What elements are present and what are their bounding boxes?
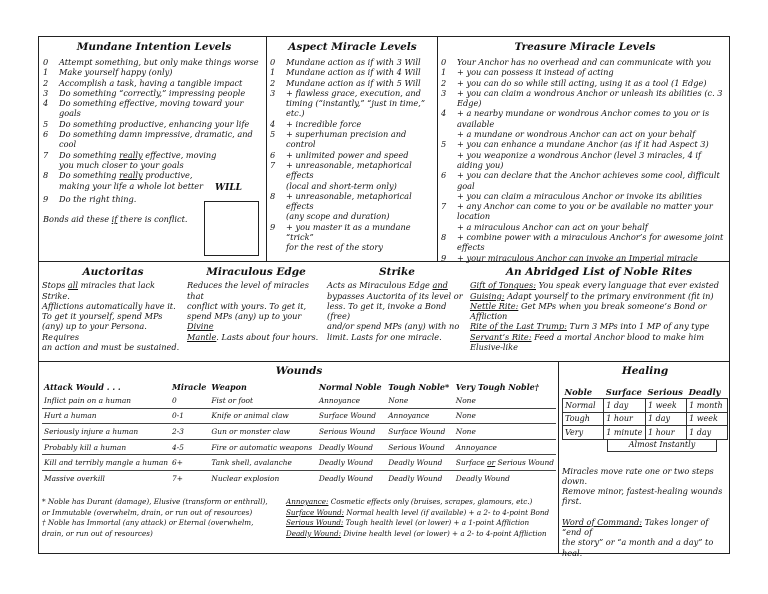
strike-line: less. To get it, invoke a Bond (free)	[327, 300, 447, 322]
level-text-continued: + a miraculous Anchor can act on your behalf	[457, 221, 648, 232]
rite-text: Get MPs when you break someone’s Bond or Affliction	[470, 300, 707, 322]
wounds-row	[42, 424, 556, 440]
healing-column-header: Serious	[647, 386, 683, 397]
rite-name: Gift of Tongues:	[470, 280, 536, 291]
level-number: 1	[270, 67, 276, 78]
noble-rites-panel	[470, 267, 728, 352]
healing-column-header: Surface	[605, 386, 642, 397]
level-row	[270, 222, 435, 243]
rite-name: Guising:	[470, 290, 505, 301]
wounds-column-header: Tough Noble*	[388, 381, 450, 392]
rite-item	[470, 321, 728, 331]
level-row-continued	[441, 222, 729, 232]
strike-title: Strike	[379, 266, 415, 278]
will-input-box[interactable]	[204, 201, 259, 256]
wounds-row	[42, 455, 556, 471]
level-row	[441, 170, 729, 191]
wound-definition-name: Surface Wound:	[286, 507, 345, 517]
level-text-continued: (any scope and duration)	[286, 211, 390, 222]
level-text: Do something productive, enhancing your life	[59, 118, 250, 129]
level-number: 4	[441, 108, 447, 119]
divider	[437, 37, 438, 261]
wounds-cell: Surface Wound	[386, 424, 454, 440]
level-row	[441, 201, 729, 222]
aspect-miracle-panel	[270, 41, 435, 259]
level-text: + any Anchor can come to you or be available no matter your location	[457, 201, 713, 222]
wounds-cell: Massive overkill	[44, 473, 105, 483]
level-number: 0	[441, 57, 447, 67]
level-number: 8	[43, 170, 49, 181]
level-text: Mundane action as if with 5 Will	[286, 77, 421, 88]
wounds-cell: 0	[170, 393, 209, 408]
divider	[39, 361, 729, 362]
level-row-continued	[441, 150, 729, 171]
level-row-continued	[270, 181, 435, 191]
level-text: Your Anchor has no overhead and can communicate with you	[457, 57, 712, 67]
rites-list	[470, 280, 728, 352]
edge-line: spend MPs (any) up to your Divine	[187, 311, 302, 332]
word-of-command-note-cont: the story” or “a month and a day” to heal.	[562, 537, 714, 558]
wounds-row	[42, 393, 556, 408]
level-text-continued: (local and short-term only)	[286, 180, 397, 191]
level-text: + unreasonable, metaphorical effects	[286, 190, 412, 212]
level-number: 5	[441, 139, 447, 150]
level-text: + unreasonable, metaphorical effects	[286, 159, 412, 181]
auctoritas-line: To get it yourself, spend MPs	[42, 311, 163, 322]
wounds-cell: 6+	[170, 455, 209, 471]
healing-note: Miracles move rate one or two steps down.	[562, 465, 714, 486]
level-row	[270, 119, 435, 129]
wounds-cell: Annoyance	[454, 439, 556, 455]
wounds-cell: Deadly Wound	[388, 473, 443, 483]
level-row	[441, 57, 729, 67]
level-row-continued	[270, 242, 435, 252]
healing-title: Healing	[621, 365, 669, 377]
rite-name: Rite of the Last Trump:	[470, 321, 567, 332]
level-number: 6	[43, 129, 49, 140]
level-text: + incredible force	[286, 118, 362, 129]
footnote-line: or Immutable (overwhelm, drain, or run out of resources)	[42, 507, 253, 517]
level-text: + your miraculous Anchor can invoke an Imperial miracle	[457, 252, 698, 263]
edge-title: Miraculous Edge	[206, 266, 306, 278]
wounds-cell: 0-1	[170, 408, 209, 424]
level-row	[441, 139, 729, 149]
healing-cell: 1 hour	[604, 412, 646, 426]
aspect-level-list	[270, 57, 435, 253]
wounds-cell: Deadly Wound	[455, 473, 510, 483]
wounds-column-header: Weapon	[211, 381, 247, 392]
almost-instantly-cell: Almost Instantly	[607, 440, 717, 452]
healing-table	[562, 385, 728, 440]
strike-line: bypasses Auctorita of its level or	[327, 290, 463, 301]
treasure-level-list	[441, 57, 729, 263]
reference-sheet	[38, 36, 730, 558]
wounds-column-header: Miracle	[172, 381, 207, 392]
wound-definition-text: Divine health level (or lower) + a 2- to 4-point Affliction	[341, 528, 547, 538]
wounds-cell: Seriously injure a human	[42, 424, 170, 440]
level-text: + flawless grace, execution, and	[286, 87, 421, 98]
wounds-title: Wounds	[275, 365, 323, 377]
healing-row	[563, 426, 728, 440]
level-text: Do something damn impressive, dramatic, and cool	[59, 129, 253, 150]
wounds-cell: Hurt a human	[42, 408, 170, 424]
level-row	[270, 88, 435, 98]
healing-row	[563, 412, 728, 426]
wounds-cell: None	[454, 408, 556, 424]
wounds-column-header: Very Tough Noble†	[455, 381, 539, 392]
level-text: + unlimited power and speed	[286, 149, 409, 160]
level-number: 5	[270, 129, 276, 140]
level-number: 4	[43, 98, 49, 109]
level-number: 7	[441, 201, 447, 212]
rites-title: An Abridged List of Noble Rites	[505, 266, 693, 278]
mundane-title: Mundane Intention Levels	[76, 41, 232, 53]
level-number: 9	[270, 221, 276, 232]
level-number: 6	[270, 149, 276, 160]
wounds-cell: 2-3	[170, 424, 209, 440]
healing-cell: 1 week	[645, 399, 686, 413]
word-of-command-note: Word of Command: Takes longer of “end of	[562, 516, 709, 537]
footnote-line: † Noble has Immortal (any attack) or Eternal (overwhelm,	[42, 518, 254, 527]
rite-name: Servant’s Rite:	[470, 331, 532, 342]
wounds-cell: Surface Wound	[317, 408, 386, 424]
wounds-cell: Tank shell, avalanche	[209, 455, 316, 471]
healing-cell: 1 minute	[604, 426, 646, 440]
wounds-table	[42, 380, 556, 486]
level-number: 4	[270, 118, 276, 129]
level-number: 0	[270, 57, 276, 67]
wounds-cell: Gun or monster claw	[209, 424, 316, 440]
healing-cell: 1 day	[687, 426, 728, 440]
rite-item	[470, 280, 728, 290]
wounds-cell: Fire or automatic weapons	[209, 439, 316, 455]
level-row	[441, 88, 729, 109]
wounds-cell: 4-5	[170, 439, 209, 455]
rite-text: Turn 3 MPs into 1 MP of any type	[566, 321, 710, 332]
level-text-continued: + a mundane or wondrous Anchor can act on your behalf	[457, 129, 696, 140]
wounds-cell: None	[454, 393, 556, 408]
rite-item	[470, 332, 728, 353]
wounds-cell: Deadly Wound	[317, 455, 386, 471]
wound-definition	[286, 529, 558, 540]
level-number: 3	[43, 87, 49, 98]
rite-item	[470, 291, 728, 301]
level-text-continued: you much closer to your goals	[59, 159, 184, 170]
level-row	[270, 191, 435, 212]
wounds-cell: Annoyance	[317, 393, 386, 408]
level-row-continued	[270, 211, 435, 221]
level-text: Do something really effective, moving	[59, 149, 217, 160]
healing-cell: Tough	[563, 412, 604, 426]
auctoritas-line: (any) up to your Persona. Requires	[42, 321, 147, 342]
level-text: Attempt something, but only make things worse	[59, 57, 259, 67]
mundane-level-list	[43, 57, 265, 224]
level-text-continued: for the rest of the story	[286, 242, 383, 253]
rite-text: Feed a mortal Anchor blood to make him Elusive-like	[470, 331, 704, 353]
level-row	[441, 232, 729, 253]
level-row	[441, 108, 729, 129]
level-text: + superhuman precision and control	[286, 129, 407, 150]
level-number: 2	[43, 77, 49, 88]
level-number: 3	[441, 87, 447, 98]
level-number: 6	[441, 170, 447, 181]
level-text: + combine power with a miraculous Anchor’s for awesome joint effects	[457, 232, 724, 253]
wound-definition-name: Annoyance:	[286, 497, 329, 506]
level-number: 2	[441, 77, 447, 88]
wounds-cell: Deadly Wound	[317, 439, 386, 455]
wound-definition-name: Serious Wound:	[286, 518, 344, 527]
rite-item	[470, 301, 728, 322]
healing-cell: 1 week	[687, 412, 728, 426]
level-text: + you can possess it instead of acting	[457, 67, 614, 78]
level-row	[270, 67, 435, 77]
wounds-row	[42, 408, 556, 424]
miraculous-edge-panel	[187, 267, 325, 342]
healing-cell: Normal	[563, 399, 604, 413]
level-number: 8	[441, 232, 447, 243]
level-text: + you can enhance a mundane Anchor (as if it had Aspect 3)	[457, 139, 709, 150]
wounds-cell: Kill and terribly mangle a human	[42, 455, 170, 471]
level-row	[270, 160, 435, 181]
healing-column-header: Deadly	[688, 386, 721, 397]
rite-text: Adapt yourself to the primary environment (fit in)	[504, 290, 714, 301]
level-text: Make yourself happy (only)	[59, 67, 173, 78]
level-number: 1	[441, 67, 447, 78]
level-row	[441, 67, 729, 77]
wounds-cell: None	[386, 393, 454, 408]
will-label: WILL	[215, 183, 242, 193]
wound-definition-text: Tough health level (or lower) + a 1-point Affliction	[343, 518, 530, 527]
auctoritas-line: Stops all miracles that lack Strike.	[42, 280, 156, 301]
level-number: 9	[43, 193, 49, 204]
wounds-column-header: Normal Noble	[318, 381, 382, 392]
healing-cell: 1 day	[604, 399, 646, 413]
level-text: Do something “correctly,” impressing people	[59, 87, 246, 98]
wound-definition-text: Normal health level (if available) + a 2- to 4-point Bond	[344, 507, 550, 517]
mundane-intention-panel	[43, 41, 265, 259]
level-text: Mundane action as if with 4 Will	[286, 67, 421, 78]
wounds-cell: Nuclear explosion	[211, 473, 280, 483]
level-number: 7	[270, 159, 276, 170]
footnote-line: drain, or run out of resources)	[42, 528, 153, 538]
level-text: Do something really productive,	[59, 170, 193, 181]
auctoritas-title: Auctoritas	[82, 266, 144, 278]
wounds-cell: Serious Wound	[386, 439, 454, 455]
wounds-footnotes	[42, 497, 282, 539]
strike-line: limit. Lasts for one miracle.	[327, 331, 442, 342]
wounds-cell: Fist or foot	[209, 393, 316, 408]
healing-cell: 1 hour	[645, 426, 686, 440]
level-row	[270, 78, 435, 88]
wound-definition-text: Cosmetic effects only (bruises, scrapes, glamours, etc.)	[328, 497, 533, 506]
wounds-cell: Serious Wound	[317, 424, 386, 440]
level-text-continued: timing (“instantly,” “just in time,” etc.)	[286, 98, 426, 119]
wounds-row	[42, 439, 556, 455]
treasure-title: Treasure Miracle Levels	[514, 41, 656, 53]
level-row	[270, 150, 435, 160]
auctoritas-panel	[42, 267, 184, 352]
wounds-column-header: Attack Would . . .	[44, 381, 121, 392]
level-number: 0	[43, 57, 49, 67]
wounds-cell: None	[454, 424, 556, 440]
wounds-cell: Inflict pain on a human	[42, 393, 170, 408]
level-number: 9	[441, 252, 447, 263]
wound-definitions	[286, 497, 558, 539]
level-number: 1	[43, 67, 49, 78]
wound-definition	[286, 508, 558, 519]
level-row	[270, 57, 435, 67]
healing-panel	[562, 365, 728, 558]
aspect-title: Aspect Miracle Levels	[288, 41, 417, 53]
level-row	[441, 253, 729, 263]
rite-name: Nettle Rite:	[470, 300, 519, 311]
divider	[558, 361, 559, 553]
healing-note: Remove minor, fastest-healing wounds first.	[562, 486, 723, 507]
level-number: 2	[270, 77, 276, 88]
wounds-cell: Probably kill a human	[42, 439, 170, 455]
level-row	[270, 129, 435, 150]
level-text: + a nearby mundane or wondrous Anchor comes to you or is available	[457, 108, 710, 129]
auctoritas-line: Afflictions automatically have it.	[42, 300, 176, 311]
healing-column-header: Noble	[564, 386, 593, 397]
level-text-continued: + you weaponize a wondrous Anchor (level 3 miracles, 4 if aiding you)	[457, 149, 702, 170]
level-text: Do something effective, moving toward your goals	[59, 98, 244, 119]
wounds-cell: Deadly Wound	[318, 473, 373, 483]
footnote-line: * Noble has Durant (damage), Elusive (transform or enthrall),	[42, 497, 268, 506]
wounds-row	[42, 470, 556, 485]
healing-cell: Very	[563, 426, 604, 440]
edge-line: Mantle. Lasts about four hours.	[187, 331, 319, 342]
healing-row	[563, 399, 728, 413]
wounds-cell: Deadly Wound	[386, 455, 454, 471]
wound-definition	[286, 497, 558, 508]
level-text-continued: + you can claim a miraculous Anchor or invoke its abilities	[457, 190, 702, 201]
level-text: + you can do so while still acting, using it as a tool (1 Edge)	[457, 77, 707, 88]
level-text: + you can declare that the Anchor achieves some cool, difficult goal	[457, 170, 720, 191]
level-number: 7	[43, 149, 49, 160]
level-text: Do the right thing.	[59, 193, 137, 204]
strike-line: Acts as Miraculous Edge and	[327, 280, 448, 291]
level-text: Mundane action as if with 3 Will	[286, 57, 421, 67]
wounds-cell: Surface or Serious Wound	[454, 455, 556, 471]
divider	[266, 37, 267, 261]
level-row-continued	[270, 98, 435, 119]
wounds-cell: 7+	[172, 473, 183, 483]
level-text: Accomplish a task, having a tangible impact	[59, 77, 243, 88]
edge-line: Reduces the level of miracles that	[187, 280, 309, 301]
edge-line: conflict with yours. To get it,	[187, 300, 307, 311]
strike-panel	[327, 267, 467, 342]
level-number: 8	[270, 190, 276, 201]
wounds-panel	[42, 365, 556, 553]
level-text-continued: making your life a whole lot better	[59, 180, 204, 191]
wound-definition-name: Deadly Wound:	[286, 528, 342, 538]
level-number: 5	[43, 118, 49, 129]
bonds-note: Bonds aid these if there is conflict.	[43, 214, 188, 225]
wound-definition	[286, 518, 558, 529]
level-number: 3	[270, 87, 276, 98]
strike-line: and/or spend MPs (any) with no	[327, 321, 460, 332]
level-text: + you can claim a wondrous Anchor or unleash its abilities (c. 3 Edge)	[457, 87, 723, 109]
level-row	[441, 78, 729, 88]
rite-text: You speak every language that ever existed	[536, 280, 719, 291]
wounds-cell: Knife or animal claw	[209, 408, 316, 424]
level-text: + you master it as a mundane “trick”	[286, 221, 411, 243]
wounds-cell: Annoyance	[386, 408, 454, 424]
level-row-continued	[441, 129, 729, 139]
treasure-miracle-panel	[441, 41, 729, 263]
auctoritas-line: an action and must be sustained.	[42, 342, 180, 353]
healing-cell: 1 day	[645, 412, 686, 426]
healing-cell: 1 month	[687, 399, 728, 413]
level-row-continued	[441, 191, 729, 201]
